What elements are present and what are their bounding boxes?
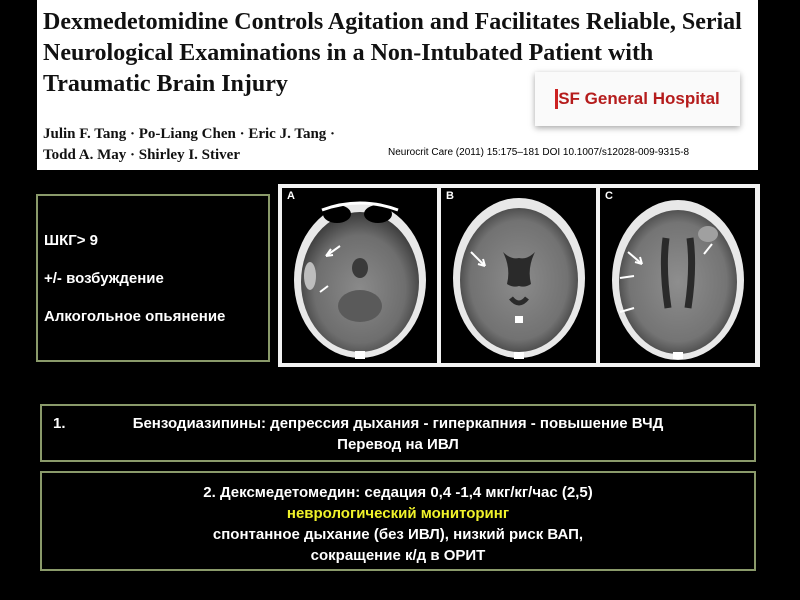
ct-scan-a-letter: A: [287, 190, 295, 202]
article-title: Dexmedetomidine Controls Agitation and Facilitates Reliable, Serial Neurological Examinations in a Non-Intubated Patient with Traumatic Brain Injury: [43, 9, 742, 97]
ct-scan-panel: [278, 184, 760, 367]
point-2-line-3: спонтанное дыхание (без ИВЛ), низкий риск ВАП,: [212, 526, 584, 543]
point-1-number: 1.: [53, 415, 66, 432]
gcs-line-1: ШКГ> 9: [44, 232, 99, 249]
point-2-highlight: неврологический мониторинг: [286, 505, 510, 522]
ct-scan-b-image: [441, 188, 596, 363]
ct-scan-b: [441, 188, 596, 363]
article-header: [37, 0, 758, 170]
hospital-badge-label: SF General Hospital: [555, 89, 720, 109]
point-1-line-1: Бензодиазипины: депрессия дыхания - гиперкапния - повышение ВЧД: [132, 415, 664, 432]
ct-scan-c-letter: C: [605, 190, 613, 202]
article-authors: [43, 124, 423, 166]
gcs-line-3: Алкогольное опьянение: [44, 308, 226, 325]
point-1-line-2: Перевод на ИВЛ: [337, 436, 459, 453]
point-1-box: [40, 404, 756, 462]
point-2-line-4: сокращение к/д в ОРИТ: [310, 547, 486, 564]
article-citation: Neurocrit Care (2011) 15:175–181 DOI 10.1007/s12028-009-9315-8: [388, 147, 690, 158]
point-2-line-1: 2. Дексмедетомедин: седация 0,4 -1,4 мкг/кг/час (2,5): [203, 484, 593, 501]
authors-line-2: Todd A. May · Shirley I. Stiver: [43, 147, 240, 163]
ct-scan-c-image: [600, 188, 755, 363]
ct-scan-b-letter: B: [446, 190, 454, 202]
ct-scan-c: [600, 188, 755, 363]
authors-line-1: Julin F. Tang · Po-Liang Chen · Eric J. Tang ·: [43, 126, 336, 142]
point-2-box: [40, 471, 756, 571]
ct-scan-a: [282, 188, 437, 363]
gcs-line-2: +/- возбуждение: [44, 270, 164, 287]
hospital-badge: [535, 72, 740, 126]
ct-scan-a-image: [282, 188, 437, 363]
gcs-box: [36, 194, 270, 362]
